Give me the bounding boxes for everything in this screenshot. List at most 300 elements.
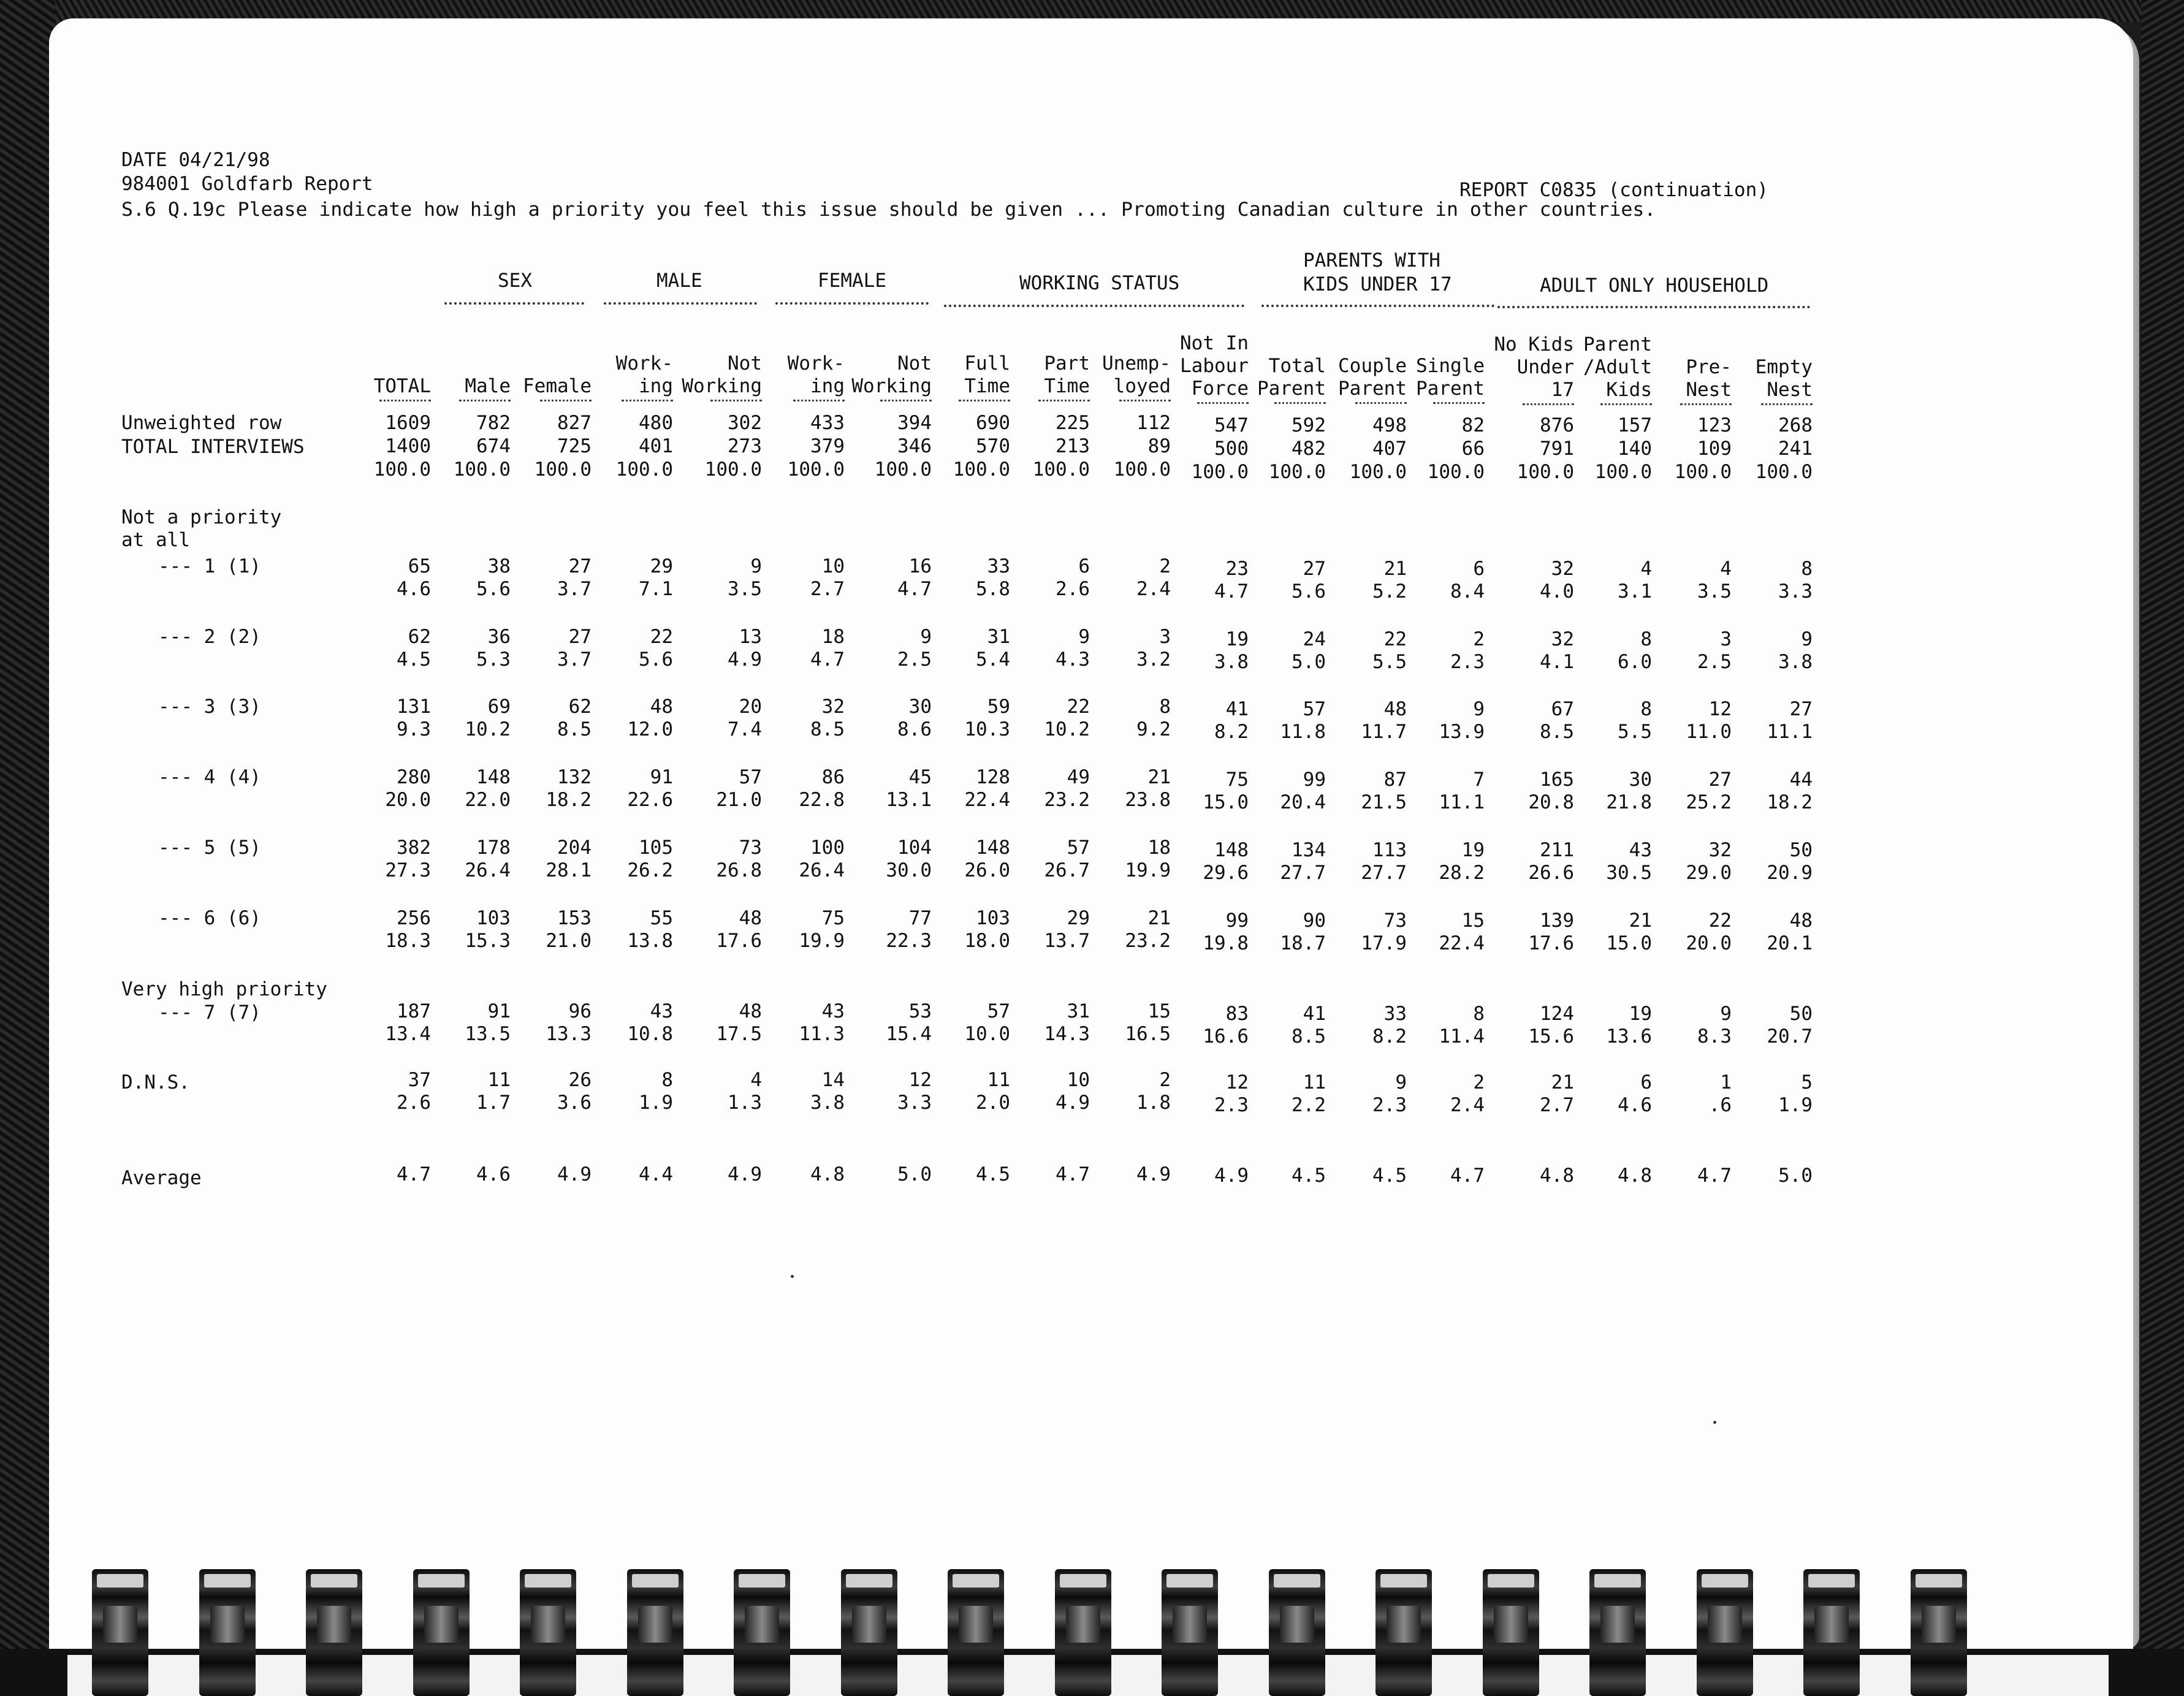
row-label: D.N.S. [121, 1071, 190, 1093]
average-value: 4.6 [476, 1163, 511, 1185]
row-count-value: 22 [1067, 696, 1090, 718]
row-percent-value: 28.1 [546, 859, 592, 881]
base-total-value: 346 [897, 435, 932, 457]
binding-coil [306, 1569, 362, 1696]
group-underline-male [604, 302, 757, 305]
column-header-line2: Work- [787, 352, 845, 375]
row-percent-value: 15.0 [1606, 932, 1652, 954]
row-count-value: 48 [739, 907, 762, 929]
row-count-value: 8 [661, 1069, 673, 1091]
row-count-value: 280 [397, 766, 431, 788]
group-working-status: WORKING STATUS [1019, 272, 1180, 294]
row-count-value: 37 [408, 1069, 431, 1091]
row-percent-value: 20.9 [1767, 862, 1813, 884]
row-count-value: 45 [908, 766, 932, 788]
row-count-value: 22 [650, 626, 673, 648]
row-count-value: 124 [1540, 1003, 1574, 1025]
column-header-line2: Pre- [1686, 356, 1732, 378]
row-percent-value: 26.6 [1528, 862, 1574, 884]
row-count-value: 55 [650, 907, 673, 929]
row-count-value: 75 [821, 907, 845, 929]
row-percent-value: 5.8 [976, 578, 1010, 600]
base-total-value: 791 [1540, 438, 1574, 460]
row-percent-value: 15.6 [1528, 1025, 1574, 1048]
base-label-unweighted: Unweighted row [121, 412, 282, 434]
row-count-value: 15 [1461, 910, 1485, 932]
base-unweighted-value: 82 [1461, 414, 1485, 436]
row-count-value: 21 [1629, 910, 1652, 932]
row-count-value: 62 [568, 696, 592, 718]
row-count-value: 50 [1789, 1003, 1813, 1025]
question-text: S.6 Q.19c Please indicate how high a priority you feel this issue should be given ... Promoting Canadian culture in other countries. [121, 199, 1656, 221]
row-percent-value: 10.2 [1044, 718, 1090, 740]
base-total-value: 674 [476, 435, 511, 457]
base-percent-value: 100.0 [1674, 461, 1732, 483]
row-percent-value: 2.4 [1136, 578, 1171, 600]
base-total-value: 570 [976, 435, 1010, 457]
base-unweighted-value: 433 [810, 412, 845, 434]
row-count-value: 132 [557, 766, 592, 788]
average-value: 4.5 [1292, 1165, 1326, 1187]
row-count-value: 26 [568, 1069, 592, 1091]
row-count-value: 32 [1551, 628, 1574, 650]
binding-coil [1911, 1569, 1967, 1696]
binding-coil [1375, 1569, 1432, 1696]
row-percent-value: 20.0 [1686, 932, 1732, 954]
row-count-value: 22 [1383, 628, 1407, 650]
row-percent-value: 8.5 [1540, 721, 1574, 743]
row-percent-value: 4.7 [1214, 580, 1249, 603]
column-header-line3: Male [465, 375, 511, 397]
column-underline [710, 400, 762, 401]
row-count-value: 2 [1159, 1069, 1171, 1091]
row-percent-value: 13.9 [1439, 721, 1485, 743]
row-count-value: 256 [397, 907, 431, 929]
row-percent-value: 4.6 [1618, 1094, 1652, 1116]
row-percent-value: 2.7 [1540, 1094, 1574, 1116]
row-percent-value: 27.3 [385, 859, 431, 881]
row-count-value: 113 [1372, 839, 1407, 861]
column-header-line2: Not [897, 352, 932, 375]
row-count-value: 134 [1292, 839, 1326, 861]
spiral-binding [92, 1569, 2115, 1696]
base-total-value: 213 [1056, 435, 1090, 457]
row-percent-value: 5.5 [1618, 721, 1652, 743]
row-count-value: 4 [1640, 558, 1652, 580]
column-header-line3: loyed [1113, 375, 1171, 397]
row-count-value: 69 [487, 696, 511, 718]
average-value: 4.4 [639, 1163, 673, 1185]
row-count-value: 77 [908, 907, 932, 929]
row-count-value: 8 [1801, 558, 1813, 580]
row-count-value: 165 [1540, 769, 1574, 791]
row-count-value: 21 [1147, 766, 1171, 788]
column-header-line3: ing [810, 375, 845, 397]
row-percent-value: 23.8 [1125, 789, 1171, 811]
row-count-value: 50 [1789, 839, 1813, 861]
group-male: MALE [656, 270, 702, 292]
row-count-value: 27 [1789, 698, 1813, 720]
base-percent-value: 100.0 [874, 458, 932, 481]
row-percent-value: 21.0 [716, 789, 762, 811]
row-percent-value: 11.3 [799, 1023, 845, 1045]
base-percent-value: 100.0 [953, 458, 1010, 481]
row-percent-value: 3.5 [728, 578, 762, 600]
base-unweighted-value: 876 [1540, 414, 1574, 436]
row-percent-value: 3.2 [1136, 648, 1171, 671]
row-count-value: 24 [1303, 628, 1326, 650]
average-value: 5.0 [897, 1163, 932, 1185]
row-count-value: 23 [1225, 558, 1249, 580]
base-percent-value: 100.0 [534, 458, 592, 481]
column-header-line3: Parent [1338, 378, 1407, 400]
row-count-value: 36 [487, 626, 511, 648]
row-percent-value: 13.6 [1606, 1025, 1652, 1048]
binding-coil [1589, 1569, 1646, 1696]
row-count-value: 53 [908, 1000, 932, 1022]
row-percent-value: 8.5 [810, 718, 845, 740]
base-percent-value: 100.0 [1191, 461, 1249, 483]
base-total-value: 89 [1147, 435, 1171, 457]
base-unweighted-value: 394 [897, 412, 932, 434]
row-percent-value: 7.1 [639, 578, 673, 600]
column-underline [1119, 400, 1171, 401]
row-count-value: 21 [1551, 1071, 1574, 1093]
row-percent-value: 11.7 [1361, 721, 1407, 743]
row-count-value: 90 [1303, 910, 1326, 932]
row-label: --- 4 (4) [158, 766, 261, 788]
binding-coil [1803, 1569, 1860, 1696]
row-percent-value: 13.5 [465, 1023, 511, 1045]
row-count-value: 11 [987, 1069, 1010, 1091]
base-unweighted-value: 268 [1778, 414, 1813, 436]
average-value: 4.5 [1372, 1165, 1407, 1187]
binding-coil [627, 1569, 683, 1696]
row-percent-value: 5.5 [1372, 651, 1407, 673]
row-label: --- 5 (5) [158, 837, 261, 859]
binding-coil [1483, 1569, 1539, 1696]
base-unweighted-value: 690 [976, 412, 1010, 434]
row-count-value: 18 [821, 626, 845, 648]
row-count-value: 9 [920, 626, 932, 648]
row-count-value: 48 [739, 1000, 762, 1022]
row-count-value: 73 [1383, 910, 1407, 932]
row-percent-value: 10.2 [465, 718, 511, 740]
average-value: 4.5 [976, 1163, 1010, 1185]
row-count-value: 33 [1383, 1003, 1407, 1025]
row-count-value: 103 [476, 907, 511, 929]
row-percent-value: 13.7 [1044, 930, 1090, 952]
binding-coil [841, 1569, 897, 1696]
row-count-value: 32 [821, 696, 845, 718]
row-count-value: 9 [1801, 628, 1813, 650]
base-total-value: 401 [639, 435, 673, 457]
binding-coil [734, 1569, 790, 1696]
row-count-value: 139 [1540, 910, 1574, 932]
row-count-value: 6 [1640, 1071, 1652, 1093]
row-count-value: 3 [1720, 628, 1732, 650]
base-unweighted-value: 782 [476, 412, 511, 434]
column-header-line3: Time [964, 375, 1010, 397]
row-percent-value: 5.6 [1292, 580, 1326, 603]
base-unweighted-value: 157 [1618, 414, 1652, 436]
row-count-value: 30 [1629, 769, 1652, 791]
row-count-value: 13 [739, 626, 762, 648]
row-percent-value: 11.1 [1439, 791, 1485, 813]
row-count-value: 99 [1225, 910, 1249, 932]
column-underline [622, 400, 673, 401]
row-percent-value: 16.6 [1203, 1025, 1249, 1048]
column-header-line2: Full [964, 352, 1010, 375]
column-header-line2: Labour [1180, 355, 1249, 377]
row-label: --- 2 (2) [158, 626, 261, 648]
row-percent-value: 3.7 [557, 578, 592, 600]
row-count-value: 87 [1383, 769, 1407, 791]
row-count-value: 14 [821, 1069, 845, 1091]
column-header-line2: Single [1416, 355, 1485, 377]
row-percent-value: 5.2 [1372, 580, 1407, 603]
group-female: FEMALE [818, 270, 886, 292]
row-count-value: 187 [397, 1000, 431, 1022]
row-percent-value: 13.1 [886, 789, 932, 811]
row-count-value: 62 [408, 626, 431, 648]
average-value: 4.9 [1136, 1163, 1171, 1185]
base-total-value: 1400 [385, 435, 431, 457]
row-percent-value: 4.5 [397, 648, 431, 671]
row-label: --- 1 (1) [158, 555, 261, 577]
column-header-line3: Time [1044, 375, 1090, 397]
row-count-value: 41 [1225, 698, 1249, 720]
row-percent-value: 30.0 [886, 859, 932, 881]
row-percent-value: 20.8 [1528, 791, 1574, 813]
binding-coil [948, 1569, 1004, 1696]
row-count-value: 148 [476, 766, 511, 788]
row-count-value: 19 [1629, 1003, 1652, 1025]
group-underline-female [775, 302, 929, 305]
row-percent-value: 22.4 [1439, 932, 1485, 954]
row-count-value: 29 [650, 555, 673, 577]
row-count-value: 1 [1720, 1071, 1732, 1093]
row-percent-value: 2.3 [1450, 651, 1485, 673]
row-percent-value: 22.0 [465, 789, 511, 811]
row-percent-value: 8.3 [1697, 1025, 1732, 1048]
average-value: 4.8 [1618, 1165, 1652, 1187]
row-count-value: 22 [1708, 910, 1732, 932]
binding-coil [520, 1569, 576, 1696]
row-percent-value: 2.5 [1697, 651, 1732, 673]
row-count-value: 96 [568, 1000, 592, 1022]
column-underline [459, 400, 511, 401]
row-percent-value: 29.6 [1203, 862, 1249, 884]
base-total-value: 500 [1214, 438, 1249, 460]
row-percent-value: 20.7 [1767, 1025, 1813, 1048]
average-value: 5.0 [1778, 1165, 1813, 1187]
row-percent-value: 2.4 [1450, 1094, 1485, 1116]
row-percent-value: 19.8 [1203, 932, 1249, 954]
row-count-value: 27 [1303, 558, 1326, 580]
base-unweighted-value: 827 [557, 412, 592, 434]
row-percent-value: 3.6 [557, 1092, 592, 1114]
row-count-value: 75 [1225, 769, 1249, 791]
row-count-value: 3 [1159, 626, 1171, 648]
row-count-value: 43 [650, 1000, 673, 1022]
base-total-value: 66 [1461, 438, 1485, 460]
row-label: --- 7 (7) [158, 1002, 261, 1024]
column-header-line3: Working [682, 375, 762, 397]
binding-coil [199, 1569, 256, 1696]
row-label: Very high priority [121, 978, 327, 1000]
average-value: 4.7 [1697, 1165, 1732, 1187]
row-percent-value: 26.4 [465, 859, 511, 881]
row-count-value: 44 [1789, 769, 1813, 791]
column-header-line3: Nest [1686, 379, 1732, 401]
column-header-line3: Parent [1416, 378, 1485, 400]
row-percent-value: 4.9 [728, 648, 762, 671]
row-count-value: 48 [650, 696, 673, 718]
base-percent-value: 100.0 [1594, 461, 1652, 483]
column-underline [1355, 402, 1407, 404]
row-percent-value: 11.0 [1686, 721, 1732, 743]
column-underline [1038, 400, 1090, 401]
base-unweighted-value: 225 [1056, 412, 1090, 434]
row-count-value: 148 [976, 837, 1010, 859]
column-underline [1600, 403, 1652, 405]
column-header-line2: Not [728, 352, 762, 375]
row-percent-value: 13.8 [627, 930, 673, 952]
row-count-value: 19 [1461, 839, 1485, 861]
row-percent-value: 17.6 [1528, 932, 1574, 954]
base-unweighted-value: 480 [639, 412, 673, 434]
row-percent-value: 14.3 [1044, 1023, 1090, 1045]
row-count-value: 7 [1473, 769, 1485, 791]
row-percent-value: 15.3 [465, 930, 511, 952]
row-count-value: 148 [1214, 839, 1249, 861]
row-count-value: 6 [1473, 558, 1485, 580]
row-percent-value: 18.3 [385, 930, 431, 952]
average-value: 4.9 [728, 1163, 762, 1185]
row-percent-value: 26.0 [964, 859, 1010, 881]
base-unweighted-value: 123 [1697, 414, 1732, 436]
group-underline-working [944, 305, 1244, 307]
row-percent-value: 4.7 [810, 648, 845, 671]
row-count-value: 204 [557, 837, 592, 859]
group-parents-line2: KIDS UNDER 17 [1303, 273, 1452, 295]
row-count-value: 43 [821, 1000, 845, 1022]
row-count-value: 57 [739, 766, 762, 788]
row-percent-value: 17.5 [716, 1023, 762, 1045]
column-header-line3: Kids [1606, 379, 1652, 401]
row-percent-value: 22.8 [799, 789, 845, 811]
report-name: 984001 Goldfarb Report [121, 173, 373, 195]
row-percent-value: 3.5 [1697, 580, 1732, 603]
row-percent-value: 9.3 [397, 718, 431, 740]
row-percent-value: 8.4 [1450, 580, 1485, 603]
row-count-value: 27 [568, 626, 592, 648]
row-count-value: 104 [897, 837, 932, 859]
row-count-value: 103 [976, 907, 1010, 929]
scan-speck [791, 1275, 794, 1278]
row-label: Not a priority [121, 506, 282, 528]
column-header-line2: Total [1268, 355, 1326, 377]
base-total-value: 140 [1618, 438, 1652, 460]
row-percent-value: 21.5 [1361, 791, 1407, 813]
average-value: 4.7 [1450, 1165, 1485, 1187]
row-count-value: 21 [1147, 907, 1171, 929]
row-count-value: 99 [1303, 769, 1326, 791]
row-percent-value: 4.0 [1540, 580, 1574, 603]
row-count-value: 211 [1540, 839, 1574, 861]
base-unweighted-value: 112 [1136, 412, 1171, 434]
row-count-value: 29 [1067, 907, 1090, 929]
row-percent-value: 8.2 [1214, 721, 1249, 743]
base-percent-value: 100.0 [1516, 461, 1574, 483]
row-count-value: 33 [987, 555, 1010, 577]
row-percent-value: .6 [1708, 1094, 1732, 1116]
row-percent-value: 2.3 [1214, 1094, 1249, 1116]
row-count-value: 67 [1551, 698, 1574, 720]
row-count-value: 57 [1067, 837, 1090, 859]
row-percent-value: 23.2 [1125, 930, 1171, 952]
row-percent-value: 27.7 [1280, 862, 1326, 884]
group-adult-only-household: ADULT ONLY HOUSEHOLD [1540, 275, 1769, 297]
binding-coil [1697, 1569, 1753, 1696]
row-count-value: 10 [1067, 1069, 1090, 1091]
row-label: --- 6 (6) [158, 907, 261, 929]
column-underline [1761, 403, 1813, 405]
row-percent-value: 20.1 [1767, 932, 1813, 954]
column-underline [1433, 402, 1485, 404]
column-underline [959, 400, 1010, 401]
column-header-line3: Nest [1767, 379, 1813, 401]
row-percent-value: 6.0 [1618, 651, 1652, 673]
row-count-value: 100 [810, 837, 845, 859]
base-percent-value: 100.0 [787, 458, 845, 481]
row-count-value: 73 [739, 837, 762, 859]
row-percent-value: 1.3 [728, 1092, 762, 1114]
row-count-value: 32 [1551, 558, 1574, 580]
row-count-value: 178 [476, 837, 511, 859]
row-percent-value: 2.0 [976, 1092, 1010, 1114]
row-percent-value: 10.8 [627, 1023, 673, 1045]
column-underline [793, 400, 845, 401]
row-percent-value: 1.9 [639, 1092, 673, 1114]
row-count-value: 31 [987, 626, 1010, 648]
row-count-value: 9 [1395, 1071, 1407, 1093]
row-count-value: 5 [1801, 1071, 1813, 1093]
base-percent-value: 100.0 [1032, 458, 1090, 481]
row-percent-value: 16.5 [1125, 1023, 1171, 1045]
column-header-line1: Not In [1180, 332, 1249, 354]
row-percent-value: 4.9 [1056, 1092, 1090, 1114]
row-percent-value: 15.4 [886, 1023, 932, 1045]
row-percent-value: 2.7 [810, 578, 845, 600]
row-count-value: 11 [1303, 1071, 1326, 1093]
row-percent-value: 22.4 [964, 789, 1010, 811]
row-count-value: 30 [908, 696, 932, 718]
row-percent-value: 21.0 [546, 930, 592, 952]
row-percent-value: 2.3 [1372, 1094, 1407, 1116]
row-percent-value: 4.3 [1056, 648, 1090, 671]
row-percent-value: 27.7 [1361, 862, 1407, 884]
row-count-value: 12 [1225, 1071, 1249, 1093]
row-count-value: 48 [1789, 910, 1813, 932]
average-value: 4.9 [557, 1163, 592, 1185]
scan-speck [1713, 1421, 1716, 1424]
binding-coil [1162, 1569, 1218, 1696]
base-total-value: 407 [1372, 438, 1407, 460]
row-percent-value: 5.6 [639, 648, 673, 671]
row-percent-value: 3.1 [1618, 580, 1652, 603]
